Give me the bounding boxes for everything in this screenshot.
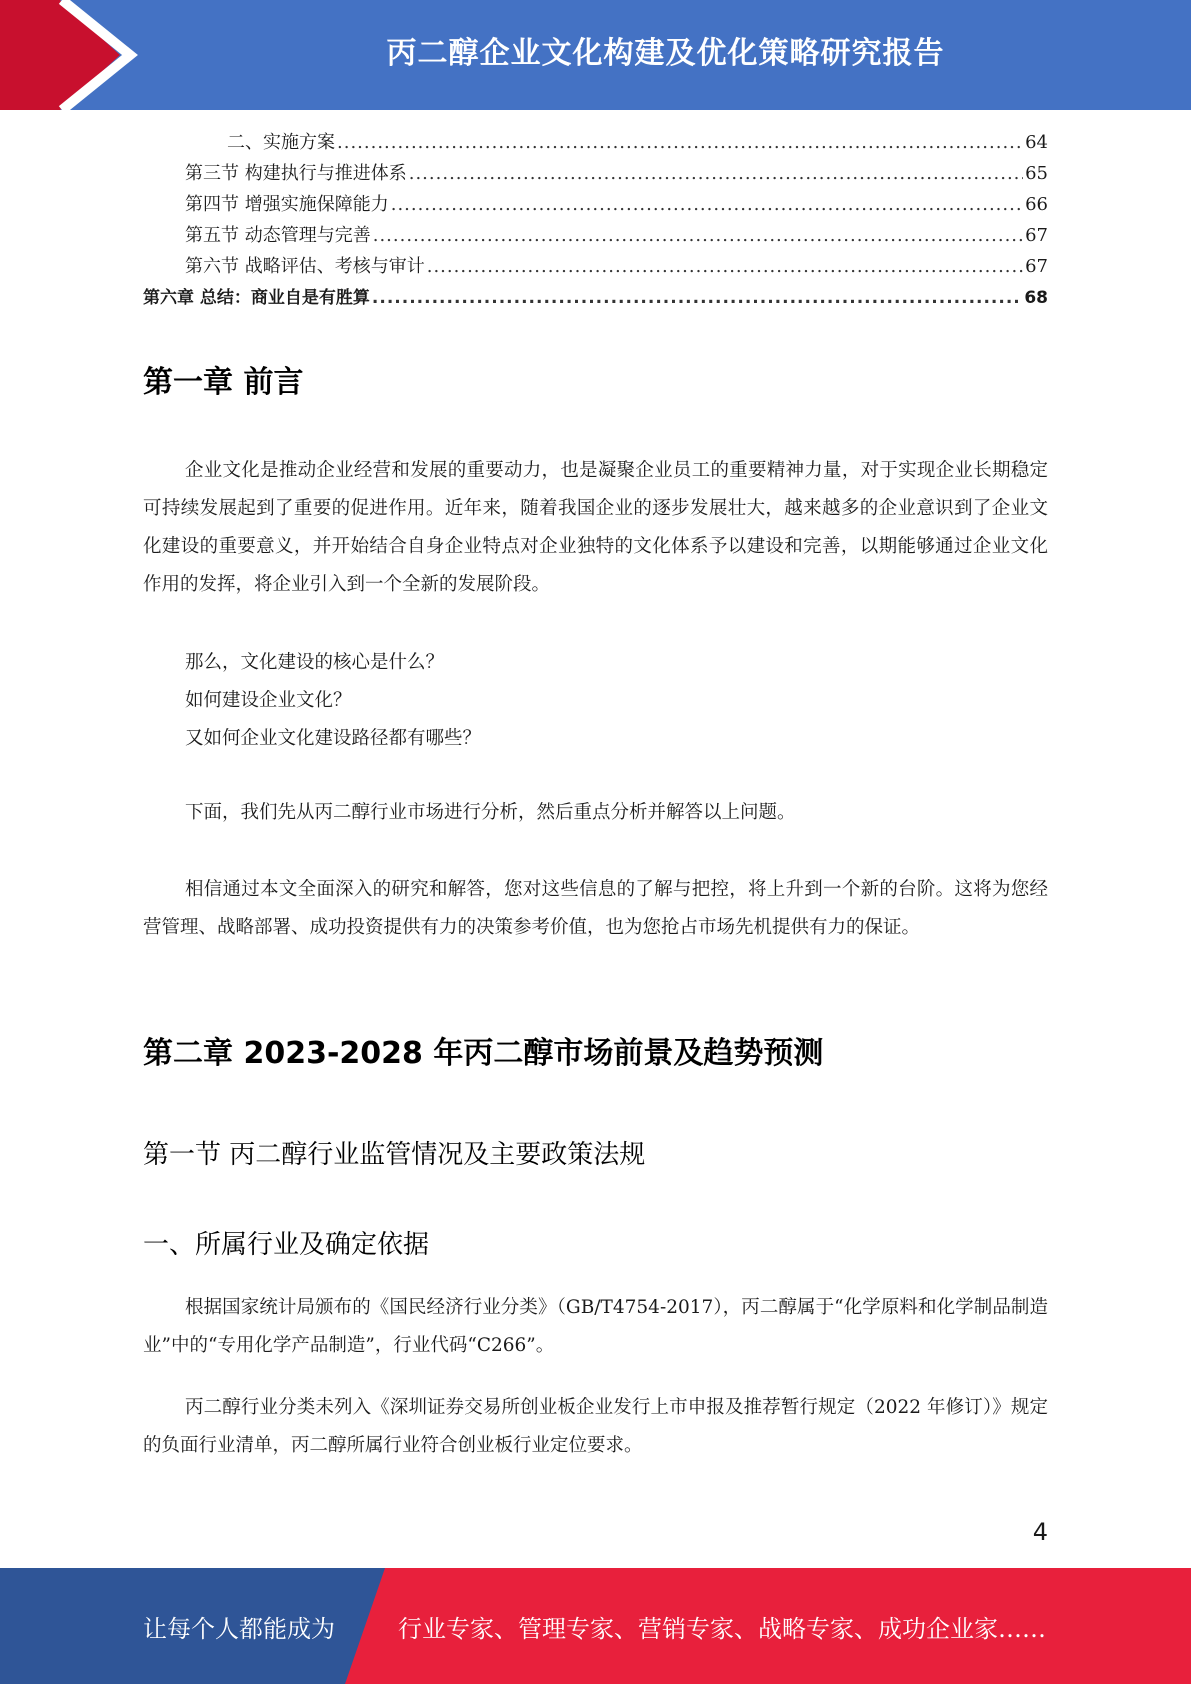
toc-leader (337, 132, 1023, 153)
toc-leader (372, 288, 1022, 308)
toc-entry-label: 二、实施方案 (227, 132, 335, 153)
section-1-heading: 第一节 丙二醇行业监管情况及主要政策法规 (143, 1140, 646, 1170)
toc-entry-page: 67 (1025, 225, 1048, 246)
chapter-1-paragraph-1: 企业文化是推动企业经营和发展的重要动力，也是凝聚企业员工的重要精神力量，对于实现企业长期稳定可持续发展起到了重要的促进作用。近年来，随着我国企业的逐步发展壮大，越来越多的企业意识到了企业文化建设的重要意义，并开始结合自身企业特点对企业独特的文化体系予以建设和完善，以期能够通过企业文化作用的发挥，将企业引入到一个全新的发展阶段。 (143, 460, 1048, 595)
toc-leader (373, 225, 1023, 246)
chapter-2-paragraph-2: 丙二醇行业分类未列入《深圳证券交易所创业板企业发行上市申报及推荐暂行规定（2022 年修订）》规定的负面行业清单，丙二醇所属行业符合创业板行业定位要求。 (143, 1397, 1048, 1456)
page-number: 4 (1032, 1518, 1048, 1546)
toc-leader (409, 163, 1023, 184)
footer-slogan-left: 让每个人都能成为 (143, 1614, 335, 1643)
toc-entry-label: 第五节 动态管理与完善 (185, 225, 371, 246)
toc-entry-label: 第六节 战略评估、考核与审计 (185, 256, 425, 277)
toc-entry[interactable] (143, 190, 1048, 221)
chapter-1-paragraph-3: 相信通过本文全面深入的研究和解答，您对这些信息的了解与把控，将上升到一个新的台阶。这将为您经营管理、战略部署、成功投资提供有力的决策参考价值，也为您抢占市场先机提供有力的保证。 (143, 879, 1048, 938)
toc-entry[interactable] (143, 159, 1048, 190)
toc-entry-page: 64 (1025, 132, 1048, 153)
report-title: 丙二醇企业文化构建及优化策略研究报告 (386, 36, 945, 71)
chapter-2-paragraph-1: 根据国家统计局颁布的《国民经济行业分类》（GB/T4754-2017），丙二醇属于“化学原料和化学制品制造业”中的“专用化学产品制造”，行业代码“C266”。 (143, 1297, 1048, 1356)
toc-entry[interactable] (143, 128, 1048, 159)
footer-slogan-right: 行业专家、管理专家、营销专家、战略专家、成功企业家…… (398, 1614, 1046, 1643)
toc-entry[interactable] (143, 252, 1048, 283)
toc-entry-page: 67 (1025, 256, 1048, 277)
question-1: 那么，文化建设的核心是什么？ (185, 652, 445, 673)
chapter-1-paragraph-2: 下面，我们先从丙二醇行业市场进行分析，然后重点分析并解答以上问题。 (185, 802, 796, 823)
table-of-contents (143, 128, 1048, 314)
toc-leader (391, 194, 1023, 215)
toc-leader (427, 256, 1023, 277)
toc-entry-chapter[interactable] (143, 283, 1048, 314)
header-arrow-icon (0, 0, 160, 110)
header-band (0, 0, 1191, 110)
toc-entry[interactable] (143, 221, 1048, 252)
toc-entry-page: 65 (1025, 163, 1048, 184)
toc-entry-page: 68 (1024, 288, 1048, 308)
subsection-1-heading: 一、所属行业及确定依据 (143, 1230, 430, 1260)
question-2: 如何建设企业文化？ (185, 690, 352, 711)
toc-entry-label: 第三节 构建执行与推进体系 (185, 163, 407, 184)
toc-entry-label: 第六章 总结：商业自是有胜算 (143, 288, 370, 308)
footer-band (0, 1568, 1191, 1684)
question-3: 又如何企业文化建设路径都有哪些？ (185, 728, 482, 749)
chapter-2-heading: 第二章 2023-2028 年丙二醇市场前景及趋势预测 (143, 1036, 824, 1071)
toc-entry-page: 66 (1025, 194, 1048, 215)
toc-entry-label: 第四节 增强实施保障能力 (185, 194, 389, 215)
chapter-1-heading: 第一章 前言 (143, 365, 304, 400)
